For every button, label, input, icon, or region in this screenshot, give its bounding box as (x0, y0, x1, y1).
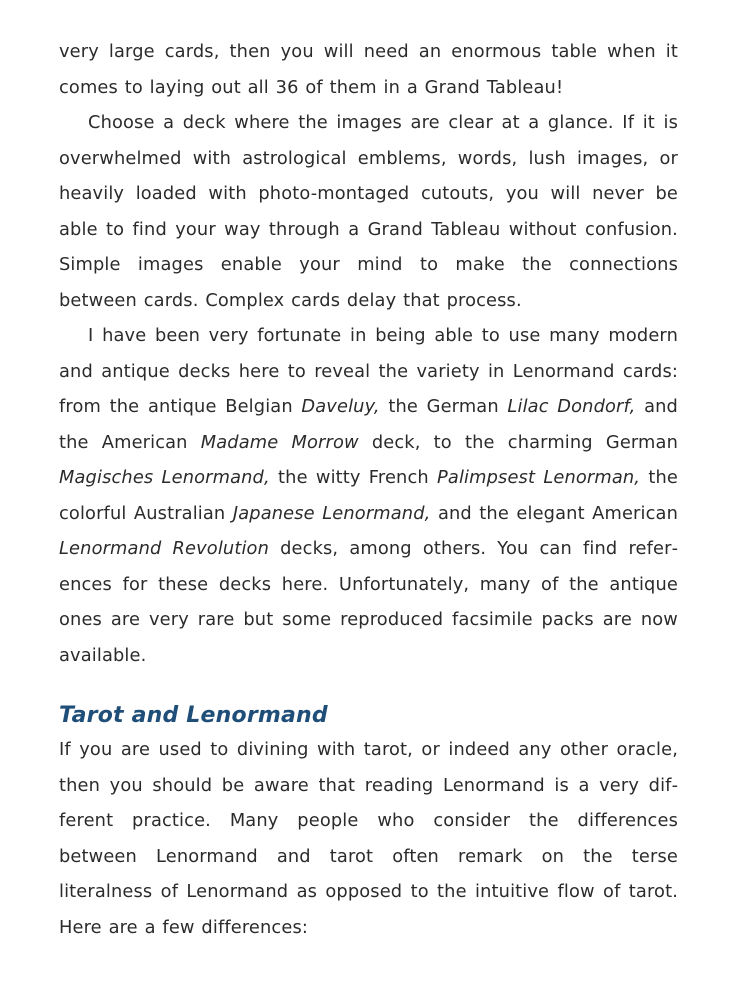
deck-name-lenormand-revolution: Lenormand Revolution (59, 538, 270, 559)
deck-name-daveluy: Daveluy, (301, 396, 380, 417)
paragraph-tarot-differences: If you are used to divining with tarot, or indeed any other oracle, then you should be aware that reading Lenormand is a very different practice. Many people who consider the differences between Lenormand and tarot often remark on the terse literalness of Lenormand as opposed to the intuitive flow of tarot. Here are a few differences: (59, 739, 678, 938)
text-run: and the American (59, 396, 678, 453)
paragraph-continued: very large cards, then you will need an enormous table when it comes to laying out all 36 of them in a Grand Tableau! (59, 41, 678, 98)
deck-name-magisches-lenormand: Magisches Lenormand, (59, 467, 270, 488)
text-run: the witty French (269, 467, 438, 488)
paragraph-choose-deck: Choose a deck where the images are clear at a glance. If it is overwhelmed with astrological emblems, words, lush images, or heavily loaded with photo-montaged cutouts, you will never be able to find your way through a Grand Tableau without confusion. Simple images enable your mind to make the connections between cards. Complex cards delay that process. (59, 112, 678, 311)
deck-name-madame-morrow: Madame Morrow (200, 431, 359, 453)
deck-name-japanese-lenormand: Japanese Lenormand, (232, 502, 431, 524)
text-run: the colorful Australian (59, 467, 678, 524)
text-run: and the elegant American (430, 502, 678, 524)
section-heading: Tarot and Lenormand (59, 703, 328, 728)
text-run: the German (379, 396, 508, 417)
deck-name-palimpsest-lenorman: Palimpsest Lenorman, (437, 467, 641, 488)
text-run: deck, to the charming German (358, 431, 678, 453)
paragraph-decks-used (59, 318, 678, 673)
page-content (59, 34, 678, 945)
text-run: I have been very fortunate in being able to use many modern and antique decks here to reveal the variety in Lenormand cards: from the antique Belgian (59, 325, 678, 417)
deck-name-lilac-dondorf: Lilac Dondorf, (507, 396, 636, 417)
text-run: decks, among others. You can find references for these decks here. Unfortunately, many of the antique ones are very rare but some reproduced facsimile packs are now available. (59, 538, 679, 666)
